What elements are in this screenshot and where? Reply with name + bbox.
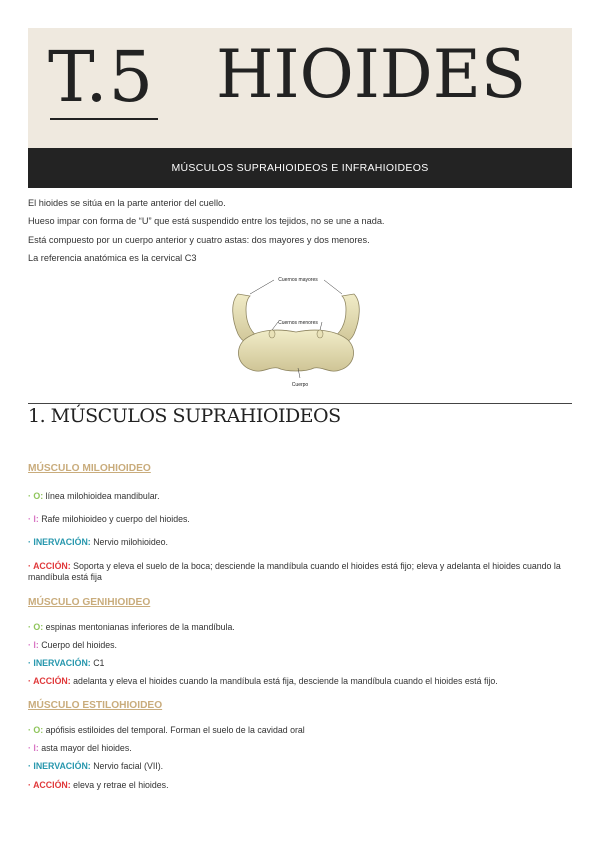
insertion-prefix: · I: [28, 743, 39, 753]
origin-text: espinas mentonianas inferiores de la mandíbula. [45, 622, 235, 632]
origin-line [28, 725, 572, 736]
intro-line: El hioides se sitúa en la parte anterior del cuello. [28, 198, 226, 208]
innervation-text: C1 [93, 658, 105, 668]
insertion-line [28, 743, 572, 754]
innervation-prefix: · INERVACIÓN: [28, 537, 91, 547]
innervation-line [28, 537, 572, 548]
muscle-heading-milohioideo: MÚSCULO MILOHIOIDEO [28, 463, 151, 474]
topic-number: T.5 [48, 36, 155, 118]
action-prefix: · ACCIÓN: [28, 676, 71, 686]
page-title: HIOIDES [216, 36, 527, 113]
insertion-prefix: · I: [28, 514, 39, 524]
action-line [28, 676, 572, 687]
insertion-line [28, 514, 572, 525]
action-text: eleva y retrae el hioides. [73, 780, 169, 790]
action-text: adelanta y eleva el hioides cuando la mandíbula está fija, desciende la mandíbula cuando el hioides está fijo. [73, 676, 498, 686]
intro-line: Está compuesto por un cuerpo anterior y cuatro astas: dos mayores y dos menores. [28, 234, 370, 245]
hyoid-bone-illustration [226, 274, 366, 392]
muscle-heading-genihioideo: MÚSCULO GENIHIOIDEO [28, 597, 151, 608]
innervation-line [28, 658, 572, 669]
origin-prefix: · O: [28, 622, 44, 632]
subtitle-band [28, 148, 572, 188]
intro-line: Hueso impar con forma de “U” que está suspendido entre los tejidos, no se une a nada. [28, 216, 385, 227]
insertion-text: Rafe milohioideo y cuerpo del hioides. [41, 514, 190, 524]
subtitle: MÚSCULOS SUPRAHIOIDEOS E INFRAHIOIDEOS [171, 162, 429, 174]
figure-label-body: Cuerpo [291, 382, 309, 388]
figure-label-lesser-horns: Cuernos menores [278, 320, 318, 326]
origin-prefix: · O: [28, 725, 44, 735]
innervation-text: Nervio facial (VII). [93, 761, 164, 771]
action-text: Soporta y eleva el suelo de la boca; desciende la mandíbula cuando el hioides está fijo; eleva y adelanta el hioides cuando la mandíbula está fija [28, 561, 561, 583]
action-prefix: · ACCIÓN: [28, 561, 71, 571]
insertion-text: asta mayor del hioides. [41, 743, 132, 753]
innervation-prefix: · INERVACIÓN: [28, 658, 91, 668]
origin-line [28, 491, 572, 502]
origin-line [28, 622, 572, 633]
section-title: 1. MÚSCULOS SUPRAHIOIDEOS [28, 405, 341, 427]
innervation-prefix: · INERVACIÓN: [28, 761, 91, 771]
insertion-prefix: · I: [28, 640, 39, 650]
topic-number-underline [50, 118, 158, 120]
intro-text [28, 196, 572, 270]
title-banner [28, 28, 572, 148]
muscle-heading-estilohioideo: MÚSCULO ESTILOHIOIDEO [28, 700, 163, 711]
section-divider [28, 403, 572, 404]
insertion-text: Cuerpo del hioides. [41, 640, 118, 650]
action-line [28, 780, 572, 791]
action-line [28, 561, 572, 584]
origin-prefix: · O: [28, 491, 44, 501]
innervation-line [28, 761, 572, 772]
insertion-line [28, 640, 572, 651]
origin-text: línea milohioidea mandibular. [45, 491, 160, 501]
innervation-text: Nervio milohioideo. [93, 537, 168, 547]
origin-text: apófisis estiloides del temporal. Forman el suelo de la cavidad oral [45, 725, 305, 735]
figure-label-greater-horns: Cuernos mayores [278, 277, 318, 283]
intro-line: La referencia anatómica es la cervical C3 [28, 253, 197, 264]
action-prefix: · ACCIÓN: [28, 780, 71, 790]
